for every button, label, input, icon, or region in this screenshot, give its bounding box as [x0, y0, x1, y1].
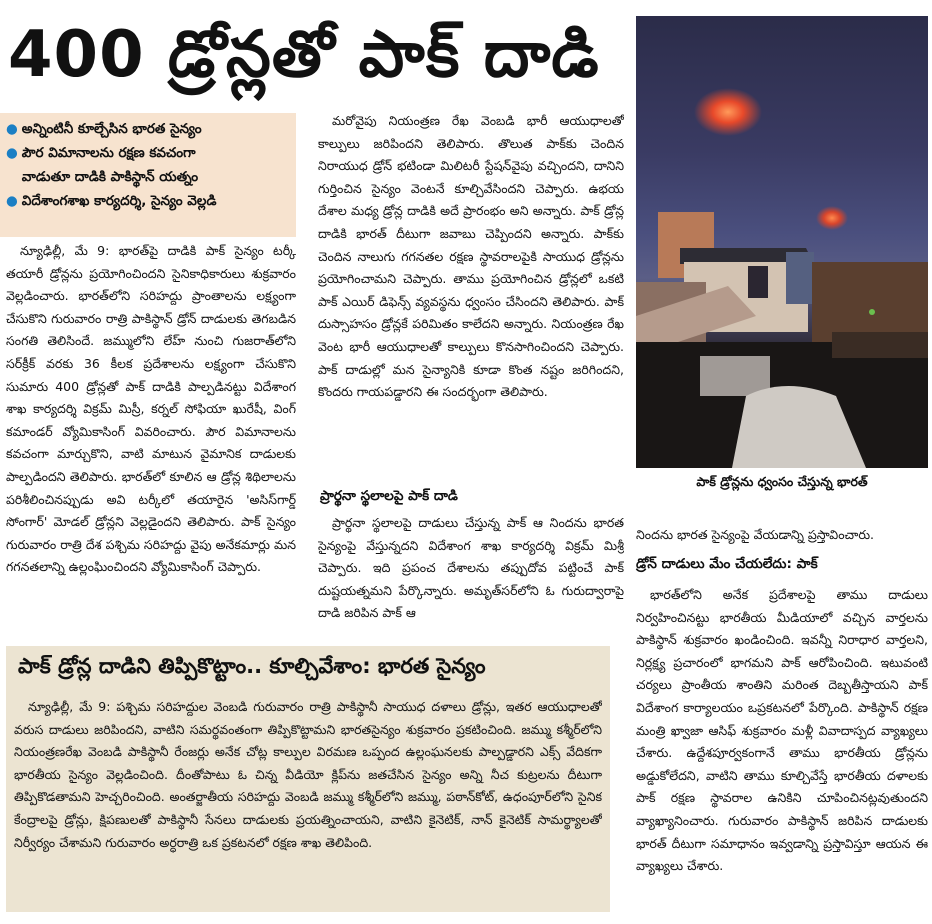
side-wall [786, 252, 814, 304]
highlight-text: వాడుతూ దాడికి పాకిస్థాన్ యత్నం [21, 169, 199, 185]
news-photo [636, 16, 928, 468]
terrace-edge [832, 332, 928, 358]
article-paragraph: న్యూఢిల్లీ, మే 9: పశ్చిమ సరిహద్దుల వెంబడి గురువారం రాత్రి పాకిస్థానీ సాయుధ దళాలు డ్రోన్లు, ఇతర ఆయుధాలతో వరుస దాడులు జరిపిందని, వాటిని సమర్థవంతంగా తిప్పికొట్టామని భారతసైన్యం శుక్రవారం ప్రకటించింది. జమ్ము కశ్మీర్‌లోని నియంత్రణరేఖ వెంబడి పాకిస్థానీ రేంజర్లు అనేక చోట్ల కాల్పుల విరమణ ఒప్పంద ఉల్లంఘనలకు పాల్పడ్డారని ఎక్స్ వేదికగా భారతీయ సైన్యం వెల్లడించింది. దీంతోపాటు ఓ చిన్న వీడియో క్లిప్‌ను జతచేసిన సైన్యం అన్ని నీచ కుట్రలను దీటుగా తిప్పికొడతామని హెచ్చరించింది. అంతర్జాతీయ సరిహద్దు వెంబడి జమ్ము కశ్మీర్‌లోని జమ్ము, పఠాన్‌కోట్, ఉధంపూర్‌లోని సైనిక కేంద్రాలపై డ్రోన్లు, క్షిపణులతో పాకిస్థానీ సేనలు దాడులకు ప్రయత్నించాయని, వాటిని కైనెటిక్, నాన్ కైనెటిక్ సామర్థ్యాలతో నిర్వీర్యం చేశామని గురువారం అర్ధరాత్రి ఒక ప్రకటనలో రక్షణ శాఖ తెలిపింది. [14, 699, 602, 850]
window-shape [748, 266, 768, 298]
secondary-headline: పాక్ డ్రోన్ల దాడిని తిప్పికొట్టాం.. కూల్చివేశాం: భారత సైన్యం [18, 654, 486, 678]
highlight-text: విదేశాంగశాఖ కార్యదర్శి, సైన్యం వెల్లడి [21, 193, 217, 209]
right-building [812, 262, 928, 342]
highlight-item [6, 141, 290, 165]
green-light [869, 309, 875, 315]
article-middle-column [318, 110, 624, 480]
night-sky-drone-image [636, 16, 928, 468]
photo-caption: పాక్ డ్రోన్లను ధ్వంసం చేస్తున్న భారత్ [696, 474, 868, 489]
middle-subheading: ప్రార్థనా స్థలాలపై పాక్ దాడి [320, 488, 458, 504]
article-paragraph: ప్రార్థనా స్థలాలపై దాడులు చేస్తున్న పాక్ ఆ నిందను భారత సైన్యంపై వేస్తున్నదని విదేశాంగ శాఖ కార్యదర్శి విక్రమ్ మిశ్రీ చెప్పారు. ఇది ప్రపంచ దేశాలను తప్పుదోవ పట్టించే పాక్ దుష్టయత్నమని పేర్కొన్నారు. అమృత్‌సర్‌లోని ఓ గురుద్వారాపై దాడి జరిపిన పాక్ ఆ [318, 515, 624, 621]
article-left-column [6, 240, 296, 638]
bullet-icon: ● [6, 193, 18, 209]
wall-light [700, 356, 770, 396]
article-paragraph: నిందను భారత సైన్యంపై వేయడాన్ని ప్రస్తావించారు. [636, 527, 875, 542]
main-headline: 400 డ్రోన్లతో పాక్ దాడి [8, 18, 600, 92]
highlight-item [6, 189, 290, 213]
highlight-item [6, 165, 290, 189]
drone-light-2 [816, 206, 848, 230]
highlight-text: పౌర విమానాలను రక్షణ కవచంగా [21, 145, 196, 161]
secondary-article-body [14, 696, 602, 906]
article-paragraph: మరోవైపు నియంత్రణ రేఖ వెంబడి భారీ ఆయుధాలతో కాల్పులు జరిపిందని తెలిపారు. తొలుత పాక్‌కు చెందిన నిరాయుధ డ్రోన్ భటిండా మిలిటరీ స్టేషన్‌వైపు వచ్చిందని, దానిని గుర్తించిన సైన్యం వెంటనే కూల్చివేసిందని చెప్పారు. ఉభయ దేశాల మధ్య డ్రోన్ల దాడికి అదే ప్రారంభం అని అన్నారు. పాక్ డ్రోన్ల దాడికి భారత్ దీటుగా జవాబు చెప్పిందని అన్నారు. పాక్‌కు చెందిన నాలుగు గగనతల రక్షణ స్థావరాలపైకి సాయుధ డ్రోన్లను ప్రయోగించామని చెప్పారు. తాము ప్రయోగించిన డ్రోన్లలో ఒకటి పాక్ ఎయిర్ డిఫెన్స్ వ్యవస్థను ధ్వంసం చేసిందని తెలిపారు. పాక్ దుస్సాహసం డ్రోన్లకే పరిమితం కాలేదని అన్నారు. నియంత్రణ రేఖ వెంట భారీ ఆయుధాలతో కాల్పులు కొనసాగించిందని చెప్పారు. పాక్ దాడుల్లో మన సైన్యానికి కూడా కొంత నష్టం జరిగిందని, కొందరు గాయపడ్డారని ఈ సందర్భంగా తెలిపారు. [318, 113, 624, 400]
article-paragraph: న్యూఢిల్లీ, మే 9: భారత్‌పై దాడికి పాక్ సైన్యం టర్కీ తయారీ డ్రోన్లను ప్రయోగించిందని సైనికాధికారులు శుక్రవారం వెల్లడించారు. భారత్‌లోని సరిహద్దు ప్రాంతాలను లక్ష్యంగా చేసుకొని గురువారం రాత్రి పాకిస్థాన్ డ్రోన్ దాడులకు తెగబడిన సంగతి తెలిసిందే. జమ్ములోని లేహ్ నుంచి గుజరాత్‌లోని సర్‌క్రీక్ వరకు 36 కీలక ప్రదేశాలను లక్ష్యంగా చేసుకొని సుమారు 400 డ్రోన్లతో పాక్ దాడికి పాల్పడినట్టు విదేశాంగ శాఖ కార్యదర్శి విక్రమ్ మిస్రీ, కర్నల్ సోఫియా ఖురేషీ, వింగ్ కమాండర్ వ్యోమికాసింగ్ వివరించారు. పౌర విమానాలను కవచంగా మార్చుకొని, వాటి మాటున వైమానిక దాడులకు పాల్పడిందని తెలిపారు. భారత్‌లో కూలిన ఆ డ్రోన్ల శిథిలాలను పరిశీలించినప్పుడు అవి టర్కీలో తయారైన 'అసిస్‌గార్డ్ సోంగార్' మోడల్ డ్రోన్లని వెల్లడైందని తెలిపారు. పాక్ సైన్యం గురువారం రాత్రి దేశ పశ్చిమ సరిహద్దు వైపు అనేకమార్లు మన గగనతలాన్ని ఉల్లంఘించిందని వ్యోమికాసింగ్ చెప్పారు. [6, 243, 296, 575]
article-right-column [636, 584, 928, 916]
highlight-text: అన్నింటినీ కూల్చేసిన భారత సైన్యం [21, 121, 202, 137]
article-middle-column-2 [318, 512, 624, 638]
secondary-article-box [6, 646, 610, 912]
bullet-icon: ● [6, 121, 18, 137]
right-subheading: డ్రోన్ దాడులు మేం చేయలేదు: పాక్ [636, 556, 818, 572]
highlight-item [6, 117, 290, 141]
article-right-column-top [636, 524, 928, 550]
bullet-icon: ● [6, 145, 18, 161]
drone-light-1 [694, 88, 762, 136]
highlights-box [0, 113, 296, 237]
article-paragraph: భారత్‌లోని అనేక ప్రదేశాలపై తాము దాడులు నిర్వహించినట్టు భారతీయ మీడియాలో వచ్చిన వార్తలను పాకిస్థాన్ శుక్రవారం ఖండించింది. ఇవన్నీ నిరాధార వార్తలని, నిర్లక్ష్య ప్రచారంలో భాగమని పాక్ ఆరోపించింది. ఇటువంటి చర్యలు ప్రాంతీయ శాంతిని మరింత దెబ్బతీస్తాయని పాక్ విదేశాంగ కార్యాలయం ఒప్రకటనలో పేర్కొంది. పాకిస్థాన్ రక్షణ మంత్రి ఖ్వాజా ఆసిఫ్ శుక్రవారం మళ్లీ వివాదాస్పద వ్యాఖ్యలు చేశారు. ఉద్దేశపూర్వకంగానే తాము భారతీయ డ్రోన్లను అడ్డుకోలేదని, వాటిని తాము కూల్చివేస్తే భారతీయ దళాలకు పాక్ రక్షణ స్థావరాల ఉనికిని చూపించినట్లవుతుందని వ్యాఖ్యానించారు. గురువారం పాకిస్థాన్ జరిపిన దాడులకు భారత్ దీటుగా సమాధానం ఇవ్వడాన్ని ప్రస్తావిస్తూ ఆయన ఈ వ్యాఖ్యలు చేశారు. [636, 587, 928, 874]
